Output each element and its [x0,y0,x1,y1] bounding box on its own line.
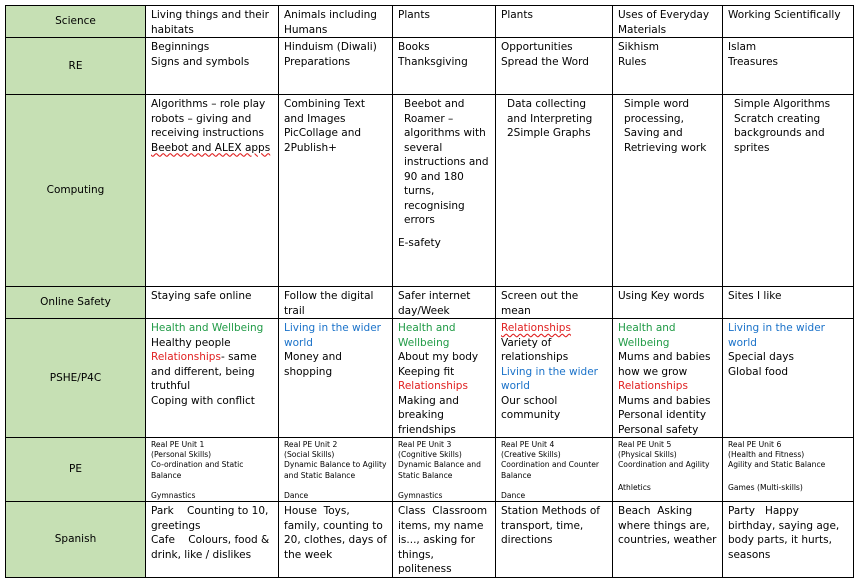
computing-line: Combining Text and Images [284,98,366,125]
pshe-heading: Health and Wellbeing [398,322,456,349]
pe-focus: Coordination and Counter Balance [501,460,599,480]
re-cell [723,38,854,95]
subject-pe: PE [6,438,146,502]
pshe-line: Global food [728,365,789,378]
pshe-line: Special days [728,351,794,363]
pe-skill: (Physical Skills) [618,450,677,460]
computing-line: PicCollage and 2Publish+ [284,127,362,154]
science-cell: Working Scientifically [723,6,854,38]
curriculum-table [5,5,854,578]
pe-cell [146,438,279,502]
row-spanish [6,502,854,578]
spanish-cell [393,502,496,578]
re-line: Hinduism (Diwali) [284,41,377,53]
spanish-line: Class Classroom items, my name is..., asking for things, politeness [398,505,491,576]
subject-computing: Computing [6,95,146,287]
pe-activity: Gymnastics [398,490,443,500]
spanish-cell [496,502,613,578]
science-cell: Uses of Everyday Materials [613,6,723,38]
pe-cell [613,438,723,502]
re-line: Beginnings [151,41,210,53]
pe-skill: (Social Skills) [284,450,335,460]
computing-line: 2Simple Graphs [507,127,591,139]
pshe-line: Money and shopping [284,351,342,378]
pshe-line [151,350,273,394]
subject-online-safety: Online Safety [6,287,146,319]
subject-pshe: PSHE/P4C [6,319,146,438]
spanish-cell [279,502,393,578]
pe-unit: Real PE Unit 5 [618,440,672,449]
pshe-line: Personal identity [618,409,707,421]
pshe-heading: Health and Wellbeing [618,322,676,349]
spanish-cell [146,502,279,578]
computing-line: Algorithms – role play robots – giving and receiving instructions [151,98,266,139]
science-cell: Living things and their habitats [146,6,279,38]
computing-line: E-safety [398,236,441,249]
pshe-heading: Health and Wellbeing [151,322,264,334]
pshe-line: Personal safety [618,423,699,436]
re-line: Spread the Word [501,55,589,68]
re-line: Signs and symbols [151,55,250,68]
pshe-cell [723,319,854,438]
computing-cell [393,95,496,287]
pe-activity: Games (Multi-skills) [728,482,803,492]
row-science [6,6,854,38]
spanish-cell [723,502,854,578]
pshe-line: Mums and babies [618,394,711,407]
pshe-heading: Relationships [501,322,571,334]
pshe-line: Our school community [501,394,561,421]
pe-focus: Dynamic Balance to Agility and Static Balance [284,460,387,480]
spanish-line: Cafe Colours, food & drink, like / dislikes [151,534,273,561]
pshe-line: Coping with conflict [151,394,255,407]
online-safety-cell: Staying safe online [146,287,279,319]
re-line: Thanksgiving [398,55,468,68]
re-line: Treasures [728,55,778,68]
subject-re: RE [6,38,146,95]
online-safety-cell: Using Key words [613,287,723,319]
science-cell: Plants [496,6,613,38]
pshe-line: About my body [398,351,479,363]
pshe-cell [496,319,613,438]
re-line: Islam [728,41,757,53]
pe-cell [496,438,613,502]
pshe-line: Mums and babies how we grow [618,351,711,378]
pshe-cell [279,319,393,438]
spanish-line: House Toys, family, counting to 20, clothes, days of the week [284,505,391,561]
pe-activity: Athletics [618,482,651,492]
pe-skill: (Cognitive Skills) [398,450,462,460]
pe-cell [723,438,854,502]
pshe-heading: Relationships [151,351,221,363]
spanish-line: Beach Asking where things are, countries, weather [618,505,717,547]
science-cell: Animals including Humans [279,6,393,38]
computing-line: Scratch creating backgrounds and sprites [734,112,825,154]
pe-unit: Real PE Unit 4 [501,440,555,449]
pe-skill: (Health and Fitness) [728,450,805,460]
re-line: Books [398,41,430,53]
re-line: Opportunities [501,41,573,53]
pe-skill: (Personal Skills) [151,450,212,460]
row-re [6,38,854,95]
pe-focus: Dynamic Balance and Static Balance [398,460,481,480]
pe-cell [279,438,393,502]
subject-science: Science [6,6,146,38]
computing-line: Simple word processing, Saving and Retrieving work [624,98,707,154]
row-pe [6,438,854,502]
pshe-line: Healthy people [151,336,231,349]
re-cell [613,38,723,95]
re-cell [393,38,496,95]
science-cell: Plants [393,6,496,38]
online-safety-cell: Screen out the mean [496,287,613,319]
pe-cell [393,438,496,502]
pe-focus: Co-ordination and Static Balance [151,460,244,480]
pe-unit: Real PE Unit 1 [151,440,205,449]
row-computing [6,95,854,287]
pe-unit: Real PE Unit 2 [284,440,338,449]
pe-focus: Agility and Static Balance [728,460,826,470]
re-line: Rules [618,55,647,68]
pe-activity: Gymnastics [151,490,196,500]
computing-cell [279,95,393,287]
pe-activity: Dance [501,490,526,500]
pe-unit: Real PE Unit 6 [728,440,782,449]
online-safety-cell: Safer internet day/Week [393,287,496,319]
computing-line: Data collecting and Interpreting [507,98,593,125]
pshe-heading: Relationships [398,380,468,392]
computing-cell [496,95,613,287]
pshe-line-text: - same and different, being truthful [151,351,257,392]
spanish-line: Park Counting to 10, greetings [151,505,272,532]
online-safety-cell: Follow the digital trail [279,287,393,319]
re-line: Sikhism [618,41,659,53]
pe-skill: (Creative Skills) [501,450,561,460]
pe-focus: Coordination and Agility [618,460,710,470]
row-pshe [6,319,854,438]
spanish-line: Station Methods of transport, time, directions [501,505,604,547]
pshe-cell [146,319,279,438]
re-cell [146,38,279,95]
re-line: Preparations [284,55,351,68]
pshe-line: Keeping fit [398,365,455,378]
pshe-cell [613,319,723,438]
online-safety-cell: Sites I like [723,287,854,319]
spanish-line: Party Happy birthday, saying age, body parts, it hurts, seasons [728,505,843,561]
computing-cell [723,95,854,287]
computing-cell [146,95,279,287]
re-cell [496,38,613,95]
pshe-cell [393,319,496,438]
re-cell [279,38,393,95]
computing-line: Simple Algorithms [734,98,831,110]
pshe-line: Variety of relationships [501,336,569,363]
computing-line: Beebot and ALEX apps [151,141,271,154]
pshe-heading: Living in the wider world [284,322,381,349]
subject-spanish: Spanish [6,502,146,578]
computing-cell [613,95,723,287]
pshe-line: Making and breaking friendships [398,394,459,436]
pshe-heading: Living in the wider world [728,322,825,349]
pshe-heading: Living in the wider world [501,365,598,392]
pe-unit: Real PE Unit 3 [398,440,452,449]
row-online-safety [6,287,854,319]
computing-line: Beebot and Roamer – algorithms with several instructions and 90 and 180 turns, recognising errors [404,98,489,226]
spanish-cell [613,502,723,578]
pshe-heading: Relationships [618,380,688,392]
pe-activity: Dance [284,490,309,500]
